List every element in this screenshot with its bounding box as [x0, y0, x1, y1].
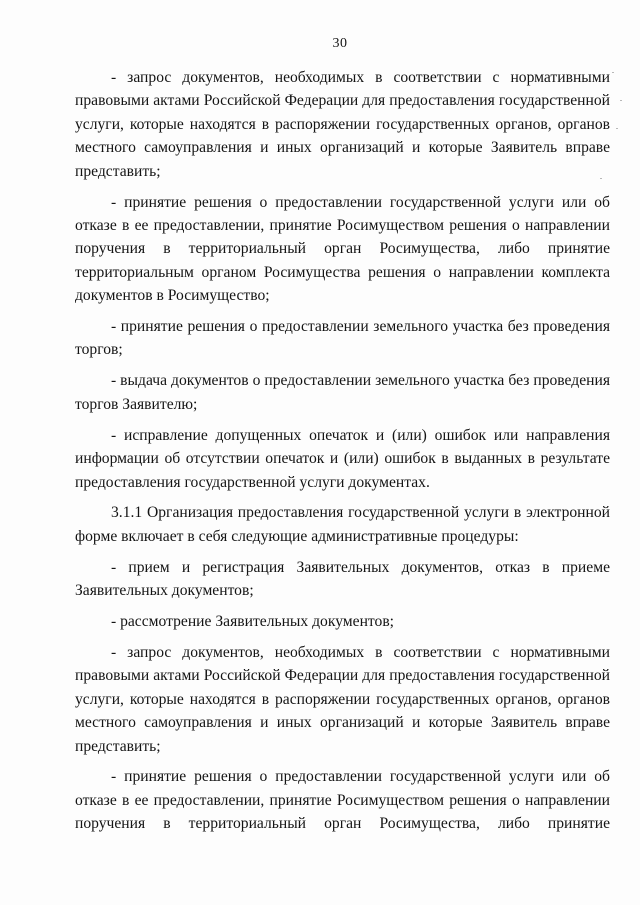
scan-speck [616, 128, 618, 129]
scan-speck [620, 100, 622, 101]
paragraph: - запрос документов, необходимых в соответствии с нормативными правовыми актами Российской Федерации для предоставления государственной услуги, которые находятся в распоряжении государственных органов, органов местного самоуправления и иных организаций и которые Заявитель вправе представить; [75, 69, 610, 180]
paragraph: - исправление допущенных опечаток и (или) ошибок или направления информации об отсутствии опечаток и (или) ошибок в выданных в результате предоставления государственной услуги документах. [75, 426, 610, 491]
paragraph: - принятие решения о предоставлении государственной услуги или об отказе в ее предоставлении, принятие Росимуществом решения о направлении поручения в территориальный орган Росимущества, либо принятие территориальным органом Росимущества решения о направлении комплекта документов в Росимущество; [75, 193, 610, 305]
paragraph: 3.1.1 Организация предоставления государственной услуги в электронной форме включает в себя следующие административные процедуры: [75, 504, 610, 545]
paragraph: - рассмотрение Заявительных документов; [111, 613, 395, 631]
paragraph: - запрос документов, необходимых в соответствии с нормативными правовыми актами Российской Федерации для предоставления государственной услуги, которые находятся в распоряжении государственных органов, органов местного самоуправления и иных организаций и которые Заявитель вправе представить; [75, 643, 610, 755]
document-body [75, 66, 610, 836]
paragraph: - принятие решения о предоставлении государственной услуги или об отказе в ее предоставлении, принятие Росимуществом решения о направлении поручения в территориальный орган Росимущества, либо принятие [75, 768, 610, 833]
scan-speck [600, 178, 602, 179]
paragraph: - прием и регистрация Заявительных документов, отказ в приеме Заявительных документов; [75, 558, 610, 600]
paragraph: - выдача документов о предоставлении земельного участка без проведения торгов Заявителю; [75, 372, 610, 413]
paragraph: - принятие решения о предоставлении земельного участка без проведения торгов; [75, 318, 610, 359]
page-number: 30 [332, 36, 348, 51]
scan-speck [612, 72, 614, 73]
